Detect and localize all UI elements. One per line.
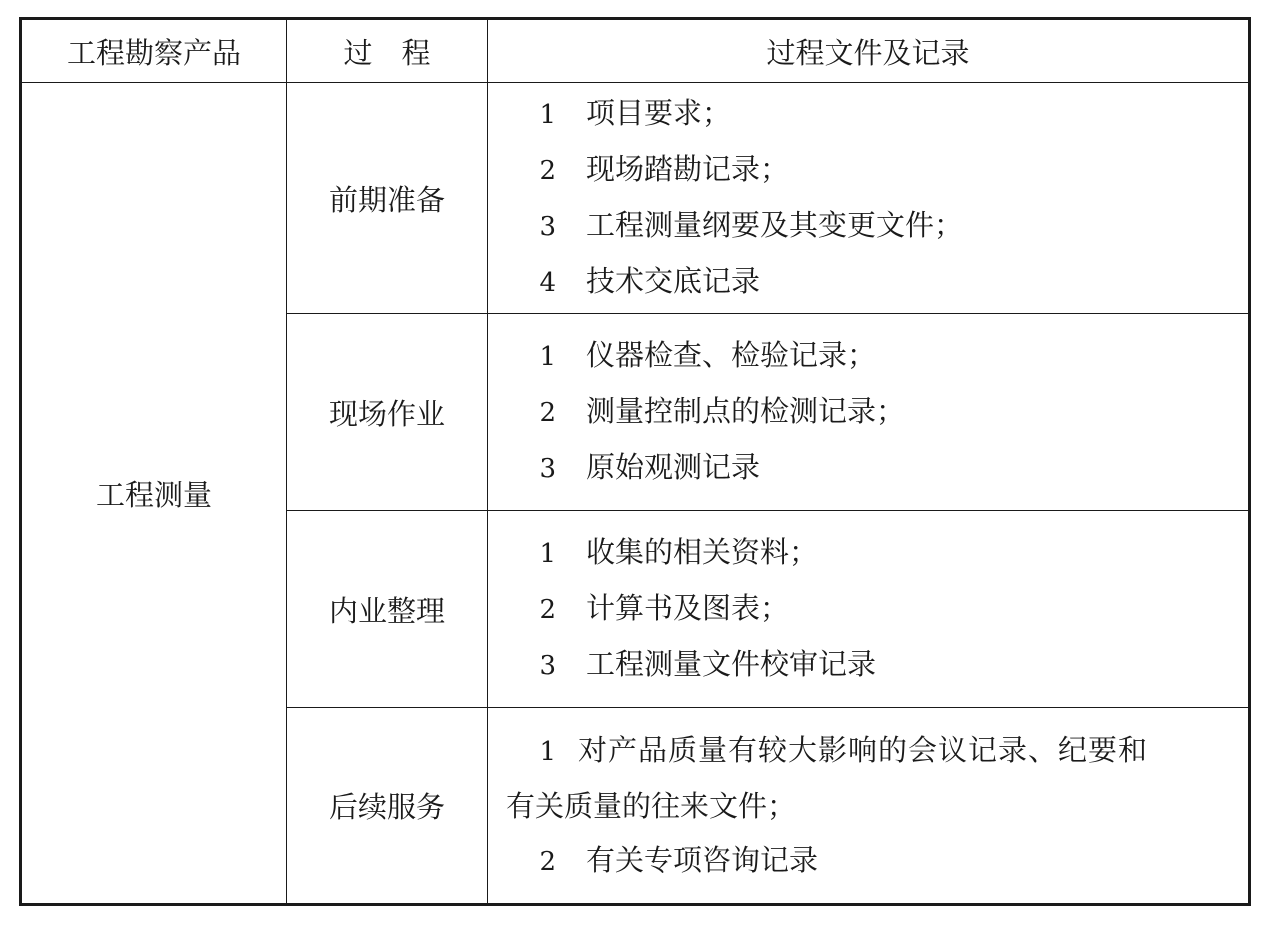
item-text: 技术交底记录 bbox=[586, 264, 761, 298]
item-text: 原始观测记录 bbox=[586, 450, 761, 484]
table-header-row bbox=[21, 19, 1250, 83]
process-cell: 现场作业 bbox=[287, 314, 488, 511]
item-text: 工程测量文件校审记录 bbox=[586, 647, 877, 681]
process-cell: 前期准备 bbox=[287, 83, 488, 314]
item-number: 2 bbox=[539, 398, 556, 428]
item-number: 3 bbox=[539, 651, 556, 681]
process-records-table bbox=[19, 17, 1251, 906]
list-item bbox=[506, 254, 1234, 310]
item-number: 2 bbox=[539, 846, 556, 877]
item-number: 3 bbox=[539, 212, 556, 242]
item-number: 1 bbox=[539, 539, 556, 569]
item-text: 仪器检查、检验记录； bbox=[586, 338, 877, 372]
item-number: 2 bbox=[539, 595, 556, 625]
list-item bbox=[506, 328, 1234, 384]
list-item bbox=[506, 833, 1234, 889]
list-item bbox=[506, 525, 1234, 581]
docs-cell bbox=[488, 83, 1250, 314]
item-number: 1 bbox=[539, 342, 556, 372]
product-cell: 工程测量 bbox=[21, 83, 287, 905]
list-item bbox=[506, 142, 1234, 198]
list-item bbox=[506, 723, 1234, 833]
item-number: 1 bbox=[539, 100, 556, 130]
process-cell: 内业整理 bbox=[287, 511, 488, 708]
header-product: 工程勘察产品 bbox=[21, 19, 287, 83]
item-number: 4 bbox=[539, 268, 556, 298]
list-item bbox=[506, 384, 1234, 440]
item-number: 2 bbox=[539, 156, 556, 186]
list-item bbox=[506, 86, 1234, 142]
item-text: 收集的相关资料； bbox=[586, 535, 819, 569]
docs-cell bbox=[488, 314, 1250, 511]
docs-cell bbox=[488, 708, 1250, 905]
list-item bbox=[506, 198, 1234, 254]
list-item bbox=[506, 440, 1234, 496]
process-cell: 后续服务 bbox=[287, 708, 488, 905]
item-number: 1 bbox=[539, 736, 556, 767]
item-text: 工程测量纲要及其变更文件； bbox=[586, 208, 964, 242]
item-number: 3 bbox=[539, 454, 556, 484]
header-process: 过 程 bbox=[287, 19, 488, 83]
docs-cell bbox=[488, 511, 1250, 708]
table-row bbox=[21, 83, 1250, 314]
header-docs: 过程文件及记录 bbox=[488, 19, 1250, 83]
item-text: 计算书及图表； bbox=[586, 591, 790, 625]
item-text: 测量控制点的检测记录； bbox=[586, 394, 906, 428]
item-text: 有关专项咨询记录 bbox=[586, 842, 819, 877]
list-item bbox=[506, 581, 1234, 637]
item-text-continued: 有关质量的往来文件； bbox=[506, 788, 797, 823]
item-text: 对产品质量有较大影响的会议记录、纪要和 bbox=[578, 732, 1149, 767]
list-item bbox=[506, 637, 1234, 693]
item-text: 现场踏勘记录； bbox=[586, 152, 790, 186]
item-text: 项目要求； bbox=[586, 96, 732, 130]
